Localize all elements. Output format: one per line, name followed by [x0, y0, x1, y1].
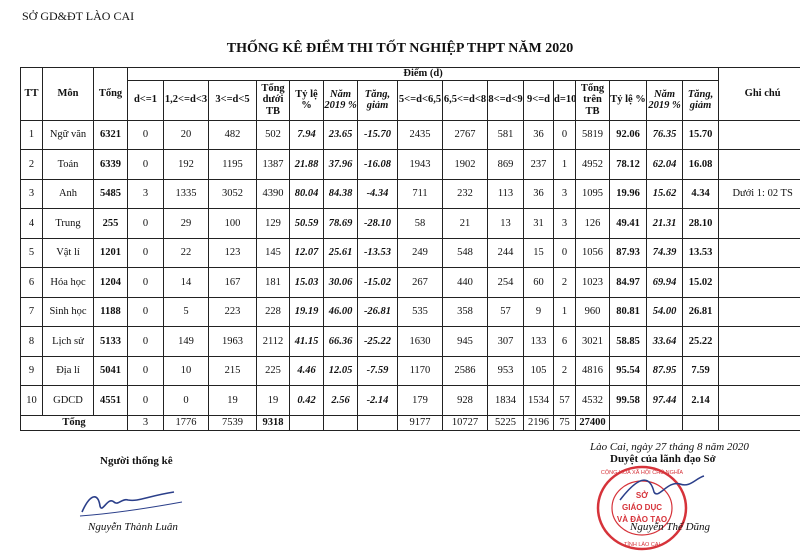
cell-tong: 6339: [94, 150, 128, 180]
cell-c5: 50.59: [290, 209, 324, 239]
total-c4: 9318: [257, 415, 290, 430]
cell-c2: 149: [164, 327, 209, 357]
table-row: [21, 356, 800, 386]
total-row: [21, 415, 800, 430]
cell-note: Dưới 1: 02 TS: [719, 179, 800, 209]
cell-c15: 97.44: [647, 386, 683, 416]
col-c5: Tỷ lệ %: [290, 80, 324, 120]
cell-c15: 74.39: [647, 238, 683, 268]
cell-tt: 4: [21, 209, 43, 239]
cell-c8: 1943: [398, 150, 443, 180]
cell-c12: 57: [554, 386, 576, 416]
cell-c10: 307: [488, 327, 524, 357]
cell-c6: 66.36: [324, 327, 358, 357]
cell-note: [719, 120, 800, 150]
cell-c4: 1387: [257, 150, 290, 180]
cell-c10: 57: [488, 297, 524, 327]
cell-c6: 12.05: [324, 356, 358, 386]
cell-c14: 95.54: [610, 356, 647, 386]
total-c13: 27400: [576, 415, 610, 430]
col-c16: Tăng, giảm: [683, 80, 719, 120]
cell-c16: 25.22: [683, 327, 719, 357]
total-c1: 3: [128, 415, 164, 430]
col-c7: Tăng, giảm: [358, 80, 398, 120]
cell-c11: 237: [524, 150, 554, 180]
col-c14: Tỷ lệ %: [610, 80, 647, 120]
cell-c4: 145: [257, 238, 290, 268]
cell-c2: 22: [164, 238, 209, 268]
cell-c3: 1195: [209, 150, 257, 180]
cell-c9: 1902: [443, 150, 488, 180]
cell-c13: 1095: [576, 179, 610, 209]
approver-signature: [610, 470, 710, 510]
cell-c6: 37.96: [324, 150, 358, 180]
cell-mon: Hóa học: [43, 268, 94, 298]
cell-c4: 19: [257, 386, 290, 416]
col-c6: Năm 2019 %: [324, 80, 358, 120]
cell-c2: 20: [164, 120, 209, 150]
preparer-title: Người thống kê: [100, 455, 173, 467]
cell-c7: -15.70: [358, 120, 398, 150]
cell-c8: 2435: [398, 120, 443, 150]
cell-c2: 1335: [164, 179, 209, 209]
cell-c12: 2: [554, 356, 576, 386]
cell-note: [719, 297, 800, 327]
cell-c14: 49.41: [610, 209, 647, 239]
cell-c3: 123: [209, 238, 257, 268]
col-c15: Năm 2019 %: [647, 80, 683, 120]
cell-c7: -15.02: [358, 268, 398, 298]
cell-c4: 2112: [257, 327, 290, 357]
cell-c6: 84.38: [324, 179, 358, 209]
cell-c13: 4532: [576, 386, 610, 416]
cell-c5: 12.07: [290, 238, 324, 268]
cell-c5: 4.46: [290, 356, 324, 386]
cell-c14: 87.93: [610, 238, 647, 268]
col-c1: d<=1: [128, 80, 164, 120]
col-ghichu: Ghi chú: [719, 68, 800, 121]
cell-c13: 960: [576, 297, 610, 327]
cell-c13: 5819: [576, 120, 610, 150]
cell-c7: -28.10: [358, 209, 398, 239]
cell-mon: Ngữ văn: [43, 120, 94, 150]
cell-c14: 99.58: [610, 386, 647, 416]
cell-c11: 9: [524, 297, 554, 327]
cell-tt: 2: [21, 150, 43, 180]
cell-c3: 223: [209, 297, 257, 327]
svg-text:TỈNH LÀO CAI: TỈNH LÀO CAI: [623, 542, 661, 548]
cell-c10: 113: [488, 179, 524, 209]
cell-note: [719, 356, 800, 386]
cell-c7: -25.22: [358, 327, 398, 357]
sign-date: Lào Cai, ngày 27 tháng 8 năm 2020: [590, 441, 749, 453]
cell-c3: 100: [209, 209, 257, 239]
table-row: [21, 386, 800, 416]
cell-c10: 953: [488, 356, 524, 386]
cell-c5: 41.15: [290, 327, 324, 357]
cell-c2: 10: [164, 356, 209, 386]
cell-c9: 2767: [443, 120, 488, 150]
cell-c13: 3021: [576, 327, 610, 357]
cell-c15: 76.35: [647, 120, 683, 150]
total-c12: 75: [554, 415, 576, 430]
table-row: [21, 150, 800, 180]
cell-tt: 9: [21, 356, 43, 386]
cell-c4: 225: [257, 356, 290, 386]
cell-c1: 0: [128, 268, 164, 298]
cell-c16: 26.81: [683, 297, 719, 327]
cell-note: [719, 386, 800, 416]
total-c8: 9177: [398, 415, 443, 430]
cell-c4: 502: [257, 120, 290, 150]
cell-c14: 78.12: [610, 150, 647, 180]
cell-c5: 19.19: [290, 297, 324, 327]
cell-c12: 2: [554, 268, 576, 298]
cell-c6: 46.00: [324, 297, 358, 327]
cell-tong: 5041: [94, 356, 128, 386]
cell-c8: 535: [398, 297, 443, 327]
cell-mon: GDCD: [43, 386, 94, 416]
cell-c9: 232: [443, 179, 488, 209]
svg-text:GIÁO DỤC: GIÁO DỤC: [622, 503, 662, 512]
cell-c14: 80.81: [610, 297, 647, 327]
cell-c2: 5: [164, 297, 209, 327]
score-table: [20, 67, 800, 431]
cell-c5: 80.04: [290, 179, 324, 209]
cell-c3: 167: [209, 268, 257, 298]
table-row: [21, 120, 800, 150]
cell-c15: 54.00: [647, 297, 683, 327]
total-label: Tổng: [21, 415, 128, 430]
cell-c15: 69.94: [647, 268, 683, 298]
cell-c7: -2.14: [358, 386, 398, 416]
cell-c15: 21.31: [647, 209, 683, 239]
cell-c8: 1170: [398, 356, 443, 386]
total-c11: 2196: [524, 415, 554, 430]
cell-c15: 87.95: [647, 356, 683, 386]
col-c4: Tổng dưới TB: [257, 80, 290, 120]
cell-c9: 358: [443, 297, 488, 327]
total-note: [719, 415, 800, 430]
cell-c12: 3: [554, 179, 576, 209]
total-c5: [290, 415, 324, 430]
cell-tong: 1188: [94, 297, 128, 327]
cell-tong: 1204: [94, 268, 128, 298]
cell-note: [719, 327, 800, 357]
col-mon: Môn: [43, 68, 94, 121]
page-title: THỐNG KÊ ĐIỂM THI TỐT NGHIỆP THPT NĂM 2020: [226, 41, 574, 56]
cell-c2: 0: [164, 386, 209, 416]
cell-tt: 8: [21, 327, 43, 357]
total-c16: [683, 415, 719, 430]
table-row: [21, 327, 800, 357]
cell-c4: 228: [257, 297, 290, 327]
cell-c8: 267: [398, 268, 443, 298]
table-row: [21, 179, 800, 209]
cell-c1: 0: [128, 386, 164, 416]
cell-c10: 581: [488, 120, 524, 150]
cell-c2: 192: [164, 150, 209, 180]
cell-c1: 3: [128, 179, 164, 209]
cell-c16: 7.59: [683, 356, 719, 386]
cell-c13: 126: [576, 209, 610, 239]
cell-c7: -13.53: [358, 238, 398, 268]
org-name: SỞ GD&ĐT LÀO CAI: [22, 9, 135, 23]
cell-c11: 31: [524, 209, 554, 239]
cell-tong: 1201: [94, 238, 128, 268]
col-c11: 9<=d: [524, 80, 554, 120]
col-diem-group: Điểm (d): [128, 68, 719, 81]
cell-c10: 254: [488, 268, 524, 298]
cell-c10: 869: [488, 150, 524, 180]
cell-c1: 0: [128, 297, 164, 327]
cell-mon: Anh: [43, 179, 94, 209]
total-c2: 1776: [164, 415, 209, 430]
col-c8: 5<=d<6,5: [398, 80, 443, 120]
col-c12: d=10: [554, 80, 576, 120]
total-c7: [358, 415, 398, 430]
cell-c12: 1: [554, 150, 576, 180]
cell-tong: 5133: [94, 327, 128, 357]
cell-c16: 28.10: [683, 209, 719, 239]
approver-title: Duyệt của lãnh đạo Sở: [610, 453, 716, 465]
cell-c12: 6: [554, 327, 576, 357]
svg-text:VÀ ĐÀO TẠO: VÀ ĐÀO TẠO: [616, 515, 668, 524]
cell-c1: 0: [128, 356, 164, 386]
cell-c16: 15.02: [683, 268, 719, 298]
cell-tt: 6: [21, 268, 43, 298]
cell-c14: 58.85: [610, 327, 647, 357]
total-c9: 10727: [443, 415, 488, 430]
cell-c9: 548: [443, 238, 488, 268]
preparer-name: Nguyễn Thành Luân: [88, 521, 178, 533]
cell-c6: 30.06: [324, 268, 358, 298]
cell-c15: 15.62: [647, 179, 683, 209]
cell-c8: 1630: [398, 327, 443, 357]
total-c6: [324, 415, 358, 430]
cell-c12: 3: [554, 209, 576, 239]
cell-c9: 928: [443, 386, 488, 416]
cell-c16: 15.70: [683, 120, 719, 150]
cell-c16: 13.53: [683, 238, 719, 268]
cell-c10: 13: [488, 209, 524, 239]
cell-c11: 60: [524, 268, 554, 298]
cell-c12: 1: [554, 297, 576, 327]
cell-c1: 0: [128, 150, 164, 180]
cell-c5: 7.94: [290, 120, 324, 150]
cell-c1: 0: [128, 327, 164, 357]
cell-note: [719, 268, 800, 298]
cell-mon: Vật lí: [43, 238, 94, 268]
cell-c14: 19.96: [610, 179, 647, 209]
cell-c9: 2586: [443, 356, 488, 386]
total-c10: 5225: [488, 415, 524, 430]
cell-c13: 1056: [576, 238, 610, 268]
cell-c7: -26.81: [358, 297, 398, 327]
cell-c16: 4.34: [683, 179, 719, 209]
cell-c7: -7.59: [358, 356, 398, 386]
table-row: [21, 268, 800, 298]
cell-c6: 23.65: [324, 120, 358, 150]
col-tong: Tổng: [94, 68, 128, 121]
cell-c4: 129: [257, 209, 290, 239]
cell-tong: 6321: [94, 120, 128, 150]
cell-note: [719, 209, 800, 239]
cell-mon: Lịch sử: [43, 327, 94, 357]
cell-c11: 105: [524, 356, 554, 386]
cell-tt: 3: [21, 179, 43, 209]
cell-c2: 29: [164, 209, 209, 239]
cell-c1: 0: [128, 238, 164, 268]
cell-tt: 10: [21, 386, 43, 416]
cell-tt: 5: [21, 238, 43, 268]
cell-c8: 249: [398, 238, 443, 268]
cell-c5: 0.42: [290, 386, 324, 416]
cell-c8: 711: [398, 179, 443, 209]
cell-mon: Toán: [43, 150, 94, 180]
cell-c12: 0: [554, 238, 576, 268]
cell-c3: 3052: [209, 179, 257, 209]
col-tt: TT: [21, 68, 43, 121]
cell-mon: Sinh học: [43, 297, 94, 327]
table-row: [21, 209, 800, 239]
cell-c16: 2.14: [683, 386, 719, 416]
total-c15: [647, 415, 683, 430]
cell-mon: Địa lí: [43, 356, 94, 386]
total-c14: [610, 415, 647, 430]
cell-c6: 2.56: [324, 386, 358, 416]
table-row: [21, 297, 800, 327]
cell-c11: 36: [524, 179, 554, 209]
cell-c8: 179: [398, 386, 443, 416]
cell-mon: Trung: [43, 209, 94, 239]
cell-c12: 0: [554, 120, 576, 150]
table-row: [21, 238, 800, 268]
cell-c7: -4.34: [358, 179, 398, 209]
cell-tong: 4551: [94, 386, 128, 416]
cell-c2: 14: [164, 268, 209, 298]
cell-c1: 0: [128, 209, 164, 239]
cell-c13: 4952: [576, 150, 610, 180]
cell-c11: 1534: [524, 386, 554, 416]
cell-c4: 4390: [257, 179, 290, 209]
cell-c14: 84.97: [610, 268, 647, 298]
cell-c8: 58: [398, 209, 443, 239]
cell-c9: 440: [443, 268, 488, 298]
cell-note: [719, 238, 800, 268]
cell-tong: 255: [94, 209, 128, 239]
cell-c5: 21.88: [290, 150, 324, 180]
col-c2: 1,2<=d<3: [164, 80, 209, 120]
cell-c15: 33.64: [647, 327, 683, 357]
col-c9: 6,5<=d<8: [443, 80, 488, 120]
cell-c14: 92.06: [610, 120, 647, 150]
approver-name: Nguyễn Thế Dũng: [630, 521, 711, 533]
cell-c11: 36: [524, 120, 554, 150]
cell-c13: 4816: [576, 356, 610, 386]
cell-c7: -16.08: [358, 150, 398, 180]
cell-c1: 0: [128, 120, 164, 150]
cell-tt: 1: [21, 120, 43, 150]
cell-c11: 15: [524, 238, 554, 268]
total-c3: 7539: [209, 415, 257, 430]
svg-text:SỞ: SỞ: [635, 491, 649, 500]
cell-c6: 25.61: [324, 238, 358, 268]
cell-c9: 21: [443, 209, 488, 239]
col-c10: 8<=d<9: [488, 80, 524, 120]
cell-c3: 1963: [209, 327, 257, 357]
cell-c5: 15.03: [290, 268, 324, 298]
cell-c3: 19: [209, 386, 257, 416]
cell-note: [719, 150, 800, 180]
cell-c3: 482: [209, 120, 257, 150]
cell-c11: 133: [524, 327, 554, 357]
preparer-signature: [78, 484, 188, 520]
cell-tt: 7: [21, 297, 43, 327]
cell-c6: 78.69: [324, 209, 358, 239]
cell-c9: 945: [443, 327, 488, 357]
cell-c3: 215: [209, 356, 257, 386]
cell-c16: 16.08: [683, 150, 719, 180]
cell-c15: 62.04: [647, 150, 683, 180]
cell-c13: 1023: [576, 268, 610, 298]
cell-c10: 244: [488, 238, 524, 268]
col-c3: 3<=d<5: [209, 80, 257, 120]
cell-c4: 181: [257, 268, 290, 298]
cell-c10: 1834: [488, 386, 524, 416]
col-c13: Tổng trên TB: [576, 80, 610, 120]
svg-text:CỘNG HÒA XÃ HỘI CHỦ NGHĨA: CỘNG HÒA XÃ HỘI CHỦ NGHĨA: [600, 470, 684, 476]
cell-tong: 5485: [94, 179, 128, 209]
